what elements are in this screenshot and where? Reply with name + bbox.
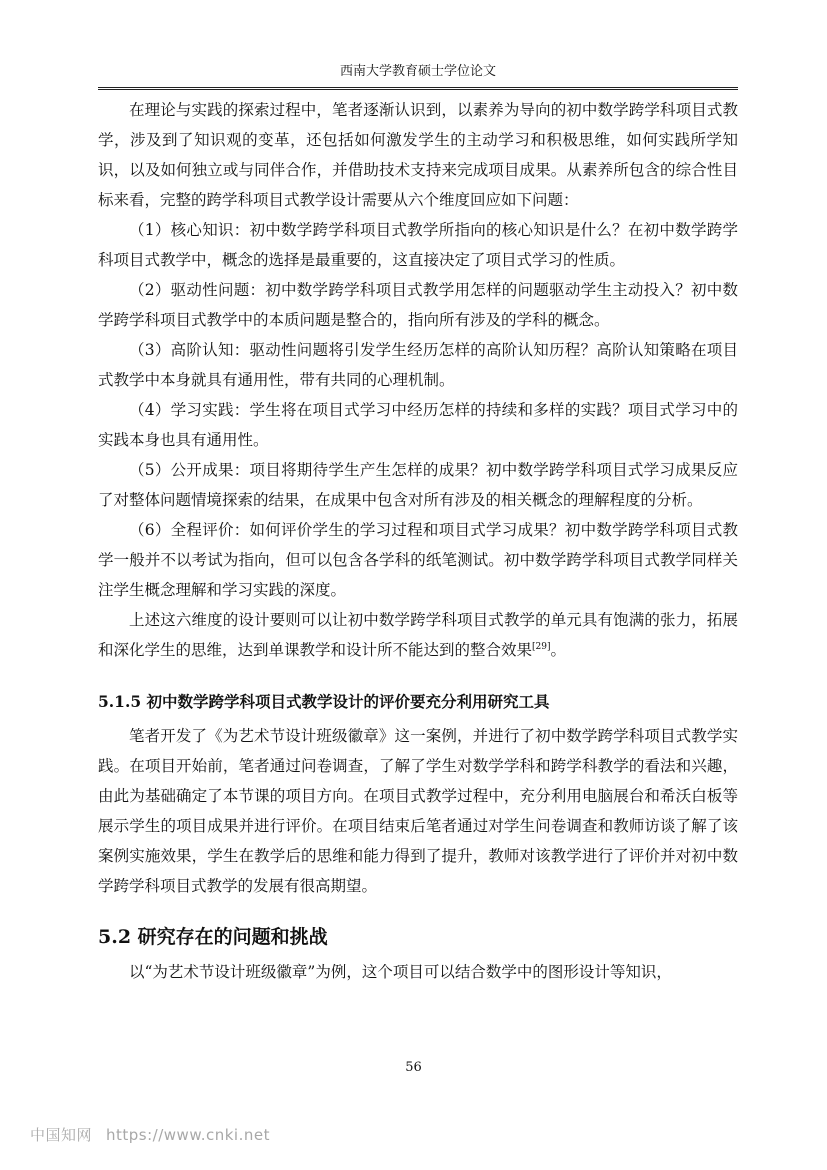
section-heading-5-2: 5.2 研究存在的问题和挑战 [98, 926, 328, 948]
paragraph-public-outcome: （5）公开成果：项目将期待学生产生怎样的成果？初中数学跨学科项目式学习成果反应了对整体问题情境探索的结果，在成果中包含对所有涉及的相关概念的理解程度的分析。 [98, 461, 738, 509]
summary-text: 上述这六维度的设计要则可以让初中数学跨学科项目式教学的单元具有饱满的张力，拓展和深化学生的思维，达到单课教学和设计所不能达到的整合效果 [98, 611, 738, 659]
cnki-watermark [30, 1124, 270, 1145]
paragraph-intro: 在理论与实践的探索过程中，笔者逐渐认识到，以素养为导向的初中数学跨学科项目式教学，涉及到了知识观的变革，还包括如何激发学生的主动学习和积极思维，如何实践所学知识，以及如何独立或与同伴合作，并借助技术支持来完成项目成果。从素养所包含的综合性目标来看，完整的跨学科项目式教学设计需要从六个维度回应如下问题： [98, 101, 738, 209]
watermark-url: https://www.cnki.net [106, 1126, 270, 1144]
paragraph-higher-cognition: （3）高阶认知：驱动性问题将引发学生经历怎样的高阶认知历程？高阶认知策略在项目式教学中本身就具有通用性，带有共同的心理机制。 [98, 341, 738, 389]
paragraph-core-knowledge: （1）核心知识：初中数学跨学科项目式教学所指向的核心知识是什么？在初中数学跨学科项目式教学中，概念的选择是最重要的，这直接决定了项目式学习的性质。 [98, 221, 738, 269]
page-body [98, 95, 738, 987]
citation-ref: [29] [532, 642, 551, 652]
paragraph-example: 以“为艺术节设计班级徽章”为例，这个项目可以结合数学中的图形设计等知识， [129, 963, 672, 981]
watermark-brand: 中国知网 [30, 1126, 93, 1144]
paragraph-driving-question: （2）驱动性问题：初中数学跨学科项目式教学用怎样的问题驱动学生主动投入？初中数学跨学科项目式教学中的本质问题是整合的，指向所有涉及的学科的概念。 [98, 281, 738, 329]
page-number: 56 [405, 1060, 422, 1075]
paragraph-case-study: 笔者开发了《为艺术节设计班级徽章》这一案例，并进行了初中数学跨学科项目式教学实践。在项目开始前，笔者通过问卷调查，了解了学生对数学学科和跨学科教学的看法和兴趣，由此为基础确定了本节课的项目方向。在项目式教学过程中，充分利用电脑展台和希沃白板等展示学生的项目成果并进行评价。在项目结束后笔者通过对学生问卷调查和教师访谈了解了该案例实施效果，学生在教学后的思维和能力得到了提升，教师对该教学进行了评价并对初中数学跨学科项目式教学的发展有很高期望。 [98, 727, 738, 895]
page-header: 西南大学教育硕士学位论文 [98, 60, 738, 90]
section-heading-5-1-5: 5.1.5 初中数学跨学科项目式教学设计的评价要充分利用研究工具 [98, 692, 550, 711]
summary-end: 。 [550, 641, 567, 659]
paragraph-summary [98, 605, 738, 665]
paragraph-learning-practice: （4）学习实践：学生将在项目式学习中经历怎样的持续和多样的实践？项目式学习中的实践本身也具有通用性。 [98, 401, 738, 449]
paragraph-full-evaluation: （6）全程评价：如何评价学生的学习过程和项目式学习成果？初中数学跨学科项目式教学一般并不以考试为指向，但可以包含各学科的纸笔测试。初中数学跨学科项目式教学同样关注学生概念理解和学习实践的深度。 [98, 521, 738, 599]
